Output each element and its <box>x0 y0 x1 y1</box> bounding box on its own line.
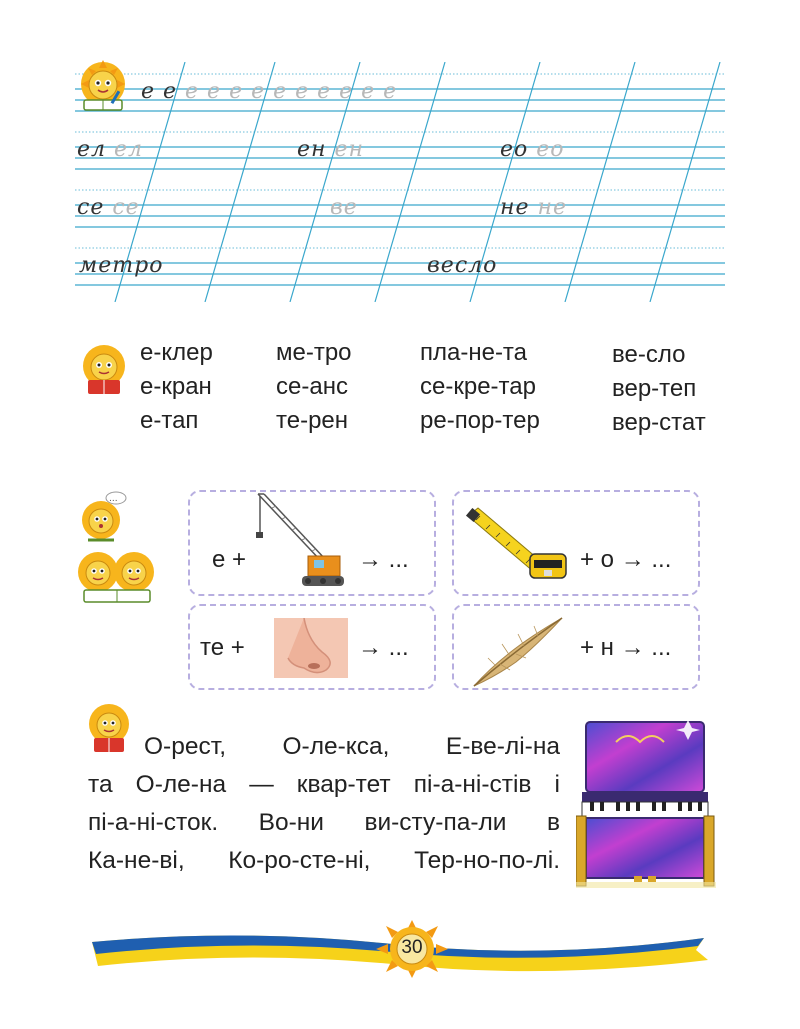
syllable-column <box>420 336 540 438</box>
sunflower-reading-icon <box>76 342 132 398</box>
copybook-trace: ео <box>536 137 565 162</box>
story-line: пі-а-ні-сток. Во-ни ви-сту-па-ли в <box>88 809 560 836</box>
copybook-trace: се <box>112 195 140 220</box>
syllable-word: се-кре-тар <box>420 373 536 400</box>
puzzle-prefix: те + <box>200 634 245 661</box>
copybook-sample: ен <box>297 137 327 162</box>
puzzle-card <box>452 490 700 596</box>
tape-measure-icon <box>464 506 574 582</box>
puzzle-suffix: → ... <box>358 634 409 661</box>
puzzle-suffix: → ... <box>358 546 409 573</box>
copybook-trace: е е е е е е е е е е <box>185 79 398 104</box>
story-line: та О-ле-на — квар-тет пі-а-ні-стів і <box>88 771 560 798</box>
copybook-sample: ео <box>500 137 529 162</box>
puzzle-card <box>188 490 436 596</box>
sunflower-writing-icon <box>74 60 132 114</box>
syllable-word: е-тап <box>140 407 199 434</box>
syllable-word: ве-сло <box>612 341 686 368</box>
story-paragraph <box>88 728 560 880</box>
syllable-word: се-анс <box>276 373 348 400</box>
syllable-column <box>276 336 352 438</box>
story-line: Ка-не-ві, Ко-ро-сте-ні, Тер-но-по-лі. <box>88 847 560 874</box>
copybook-row2-item <box>77 137 143 162</box>
copybook-row1 <box>141 79 397 104</box>
copybook-word: метро <box>79 253 164 278</box>
crane-icon <box>252 492 347 596</box>
puzzle-suffix: + о → ... <box>580 546 672 573</box>
copybook-trace: ен <box>334 137 365 162</box>
copybook-row3-item <box>77 195 140 220</box>
copybook-trace: ве <box>330 195 358 220</box>
sunflower-thinking-icon <box>78 490 128 546</box>
story-line: О-рест, О-ле-кса, Е-ве-лі-на <box>144 733 560 760</box>
copybook-row3-item <box>500 195 567 220</box>
syllable-word: е-кран <box>140 373 212 400</box>
copybook-sample: е е <box>141 79 178 104</box>
copybook-sample: не <box>500 195 530 220</box>
copybook-trace: ел <box>114 137 144 162</box>
syllable-column <box>140 336 213 438</box>
feather-icon <box>466 610 566 690</box>
handwriting-copybook <box>75 62 725 302</box>
syllable-word: ре-пор-тер <box>420 407 540 434</box>
syllable-word: те-рен <box>276 407 349 434</box>
nose-icon <box>274 618 348 678</box>
copybook-sample: ел <box>77 137 107 162</box>
copybook-word: весло <box>427 253 498 278</box>
sunflower-pair-icon <box>76 548 158 606</box>
puzzle-card <box>452 604 700 690</box>
syllable-word: вер-стат <box>612 409 706 436</box>
syllable-word: ме-тро <box>276 339 352 366</box>
copybook-row2-item <box>297 137 364 162</box>
puzzle-card <box>188 604 436 690</box>
copybook-trace: не <box>537 195 568 220</box>
svg-text:...: ... <box>109 494 118 504</box>
copybook-row2-item <box>500 137 565 162</box>
copybook-row3-item <box>330 195 358 220</box>
copybook-sample: се <box>77 195 105 220</box>
syllable-column <box>612 338 706 440</box>
puzzle-prefix: е + <box>212 546 247 573</box>
syllable-word: вер-теп <box>612 375 697 402</box>
piano-icon <box>576 716 716 892</box>
syllable-word: е-клер <box>140 339 213 366</box>
puzzle-suffix: + н → ... <box>580 634 672 661</box>
page-number: 30 <box>401 937 423 958</box>
syllable-word: пла-не-та <box>420 339 528 366</box>
